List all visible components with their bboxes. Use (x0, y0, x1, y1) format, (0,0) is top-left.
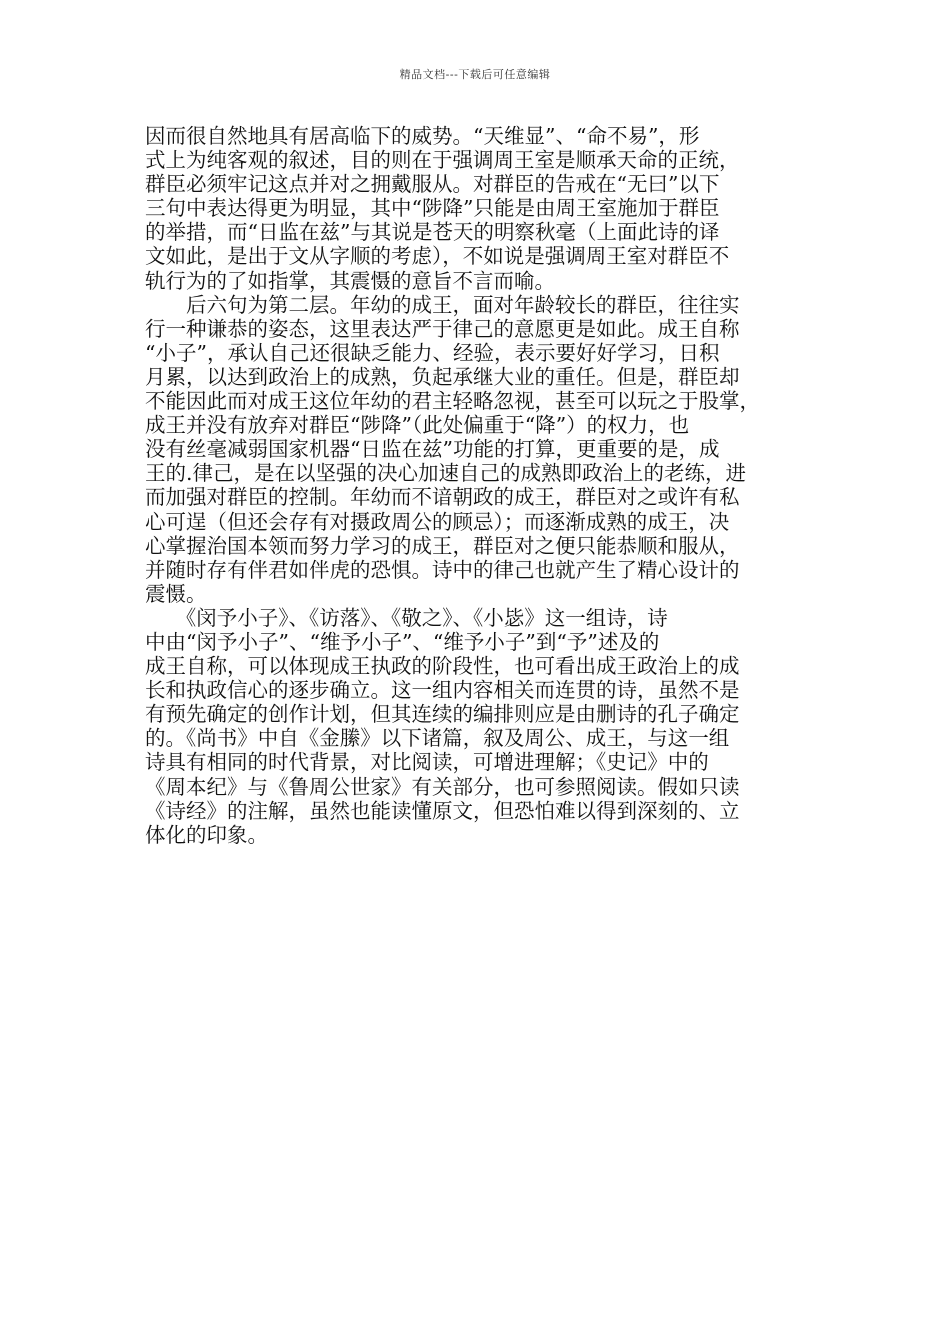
text-line: 月累，以达到政治上的成熟，负起承继大业的重任。但是，群臣却 (145, 364, 740, 389)
paragraph-3 (145, 606, 807, 847)
text-line: 后六句为第二层。年幼的成王，面对年龄较长的群臣，往往实 (145, 292, 740, 317)
text-line: 而加强对群臣的控制。年幼而不谙朝政的成王，群臣对之或许有私 (145, 485, 740, 510)
text-line: “小子”，承认自己还很缺乏能力、经验，表示要好好学习，日积 (145, 340, 720, 365)
text-line: 《诗经》的注解，虽然也能读懂原文，但恐怕难以得到深刻的、立 (145, 798, 740, 823)
text-line: 的举措，而“日监在兹”与其说是苍天的明察秋毫（上面此诗的译 (145, 220, 720, 245)
text-line: 长和执政信心的逐步确立。这一组内容相关而连贯的诗，虽然不是 (145, 678, 740, 703)
text-line: 诗具有相同的时代背景，对比阅读，可增进理解；《史记》中的 (145, 750, 709, 775)
paragraph-1 (145, 124, 807, 293)
text-line: 不能因此而对成王这位年幼的君主轻略忽视，甚至可以玩之于股掌， (145, 389, 760, 414)
text-line: 没有丝毫减弱国家机器“日监在兹”功能的打算，更重要的是，成 (145, 437, 720, 462)
text-line: 王的.律己，是在以坚强的决心加速自己的成熟即政治上的老练，进 (145, 461, 747, 486)
text-line: 成王自称，可以体现成王执政的阶段性，也可看出成王政治上的成 (145, 654, 740, 679)
text-line: 心掌握治国本领而努力学习的成王，群臣对之便只能恭顺和服从， (145, 533, 740, 558)
document-body (145, 124, 807, 847)
text-line: 轨行为的了如指掌，其震慑的意旨不言而喻。 (145, 268, 555, 293)
text-line: 有预先确定的创作计划，但其连续的编排则应是由删诗的孔子确定 (145, 702, 740, 727)
text-line: 三句中表达得更为明显，其中“陟降”只能是由周王室施加于群臣 (145, 196, 720, 221)
text-line: 中由“闵予小子”、“维予小子”、“维予小子”到“予”述及的 (145, 629, 660, 654)
text-line: 心可逞（但还会存有对摄政周公的顾忌）；而逐渐成熟的成王，决 (145, 509, 730, 534)
text-line: 式上为纯客观的叙述，目的则在于强调周王室是顺承天命的正统， (145, 148, 740, 173)
text-line: 因而很自然地具有居高临下的威势。“天维显”、“命不易”，形 (145, 124, 700, 148)
page-header: 精品文档---下载后可任意编辑 (399, 68, 551, 81)
text-line: 群臣必须牢记这点并对之拥戴服从。对群臣的告戒在“无曰”以下 (145, 172, 720, 197)
text-line: 行一种谦恭的姿态，这里表达严于律己的意愿更是如此。成王自称 (145, 316, 740, 341)
text-line: 《闵予小子》、《访落》、《敬之》、《小毖》这一组诗，诗 (145, 605, 668, 630)
text-line: 成王并没有放弃对群臣“陟降”（此处偏重于“降”）的权力，也 (145, 413, 690, 438)
text-line: 文如此，是出于文从字顺的考虑），不如说是强调周王室对群臣不 (145, 244, 730, 269)
text-line: 震慑。 (145, 581, 207, 606)
text-line: 《周本纪》与《鲁周公世家》有关部分，也可参照阅读。假如只读 (145, 774, 740, 799)
text-line: 体化的印象。 (145, 822, 268, 847)
text-line: 并随时存有伴君如伴虎的恐惧。诗中的律己也就产生了精心设计的 (145, 557, 740, 582)
paragraph-2 (145, 293, 807, 606)
text-line: 的。《尚书》中自《金縢》以下诸篇，叙及周公、成王，与这一组 (145, 726, 730, 751)
